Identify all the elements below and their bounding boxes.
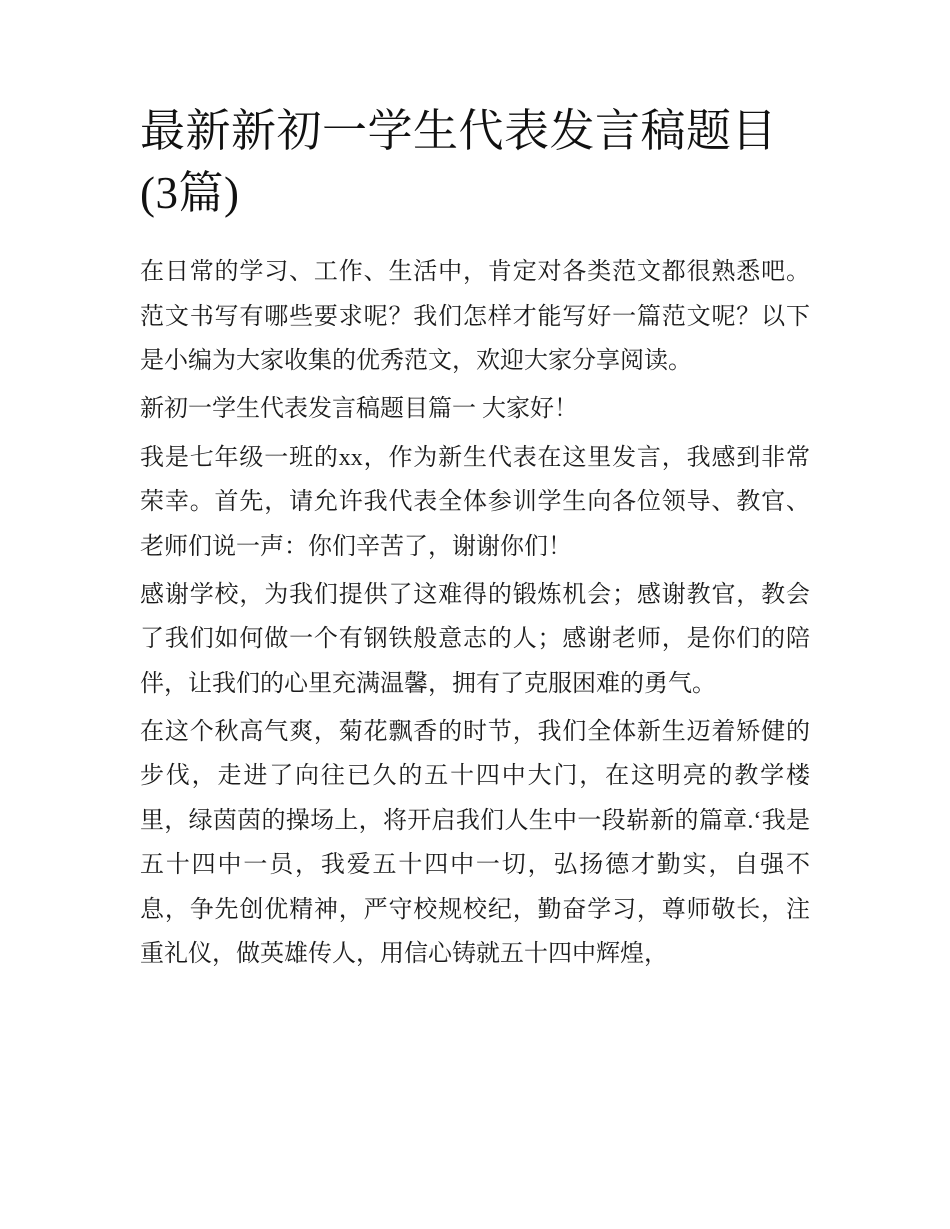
paragraph-body-2: 感谢学校，为我们提供了这难得的锻炼机会；感谢教官，教会了我们如何做一个有钢铁般意志的人；感谢老师，是你们的陪伴，让我们的心里充满温馨，拥有了克服困难的勇气。: [140, 581, 810, 697]
paragraph-section-heading: 新初一学生代表发言稿题目篇一 大家好！: [140, 396, 578, 423]
page-title: 最新新初一学生代表发言稿题目(3篇): [140, 106, 778, 219]
paragraph-body-3: 在这个秋高气爽，菊花飘香的时节，我们全体新生迈着矫健的步伐，走进了向往已久的五十四中大门，在这明亮的教学楼里，绿茵茵的操场上，将开启我们人生中一段崭新的篇章.‘我是五十四中一员，我爱五十四中一切，弘扬德才勤实，自强不息，争先创优精神，严守校规校纪，勤奋学习，尊师敬长，注重礼仪，做英雄传人，用信心铸就五十四中辉煌，: [140, 719, 810, 968]
paragraph-body-1: 我是七年级一班的xx，作为新生代表在这里发言，我感到非常荣幸。首先，请允许我代表全体参训学生向各位领导、教官、老师们说一声：你们辛苦了，谢谢你们！: [140, 444, 810, 560]
paragraph-intro: 在日常的学习、工作、生活中，肯定对各类范文都很熟悉吧。范文书写有哪些要求呢？我们怎样才能写好一篇范文呢？以下是小编为大家收集的优秀范文，欢迎大家分享阅读。: [140, 259, 810, 374]
